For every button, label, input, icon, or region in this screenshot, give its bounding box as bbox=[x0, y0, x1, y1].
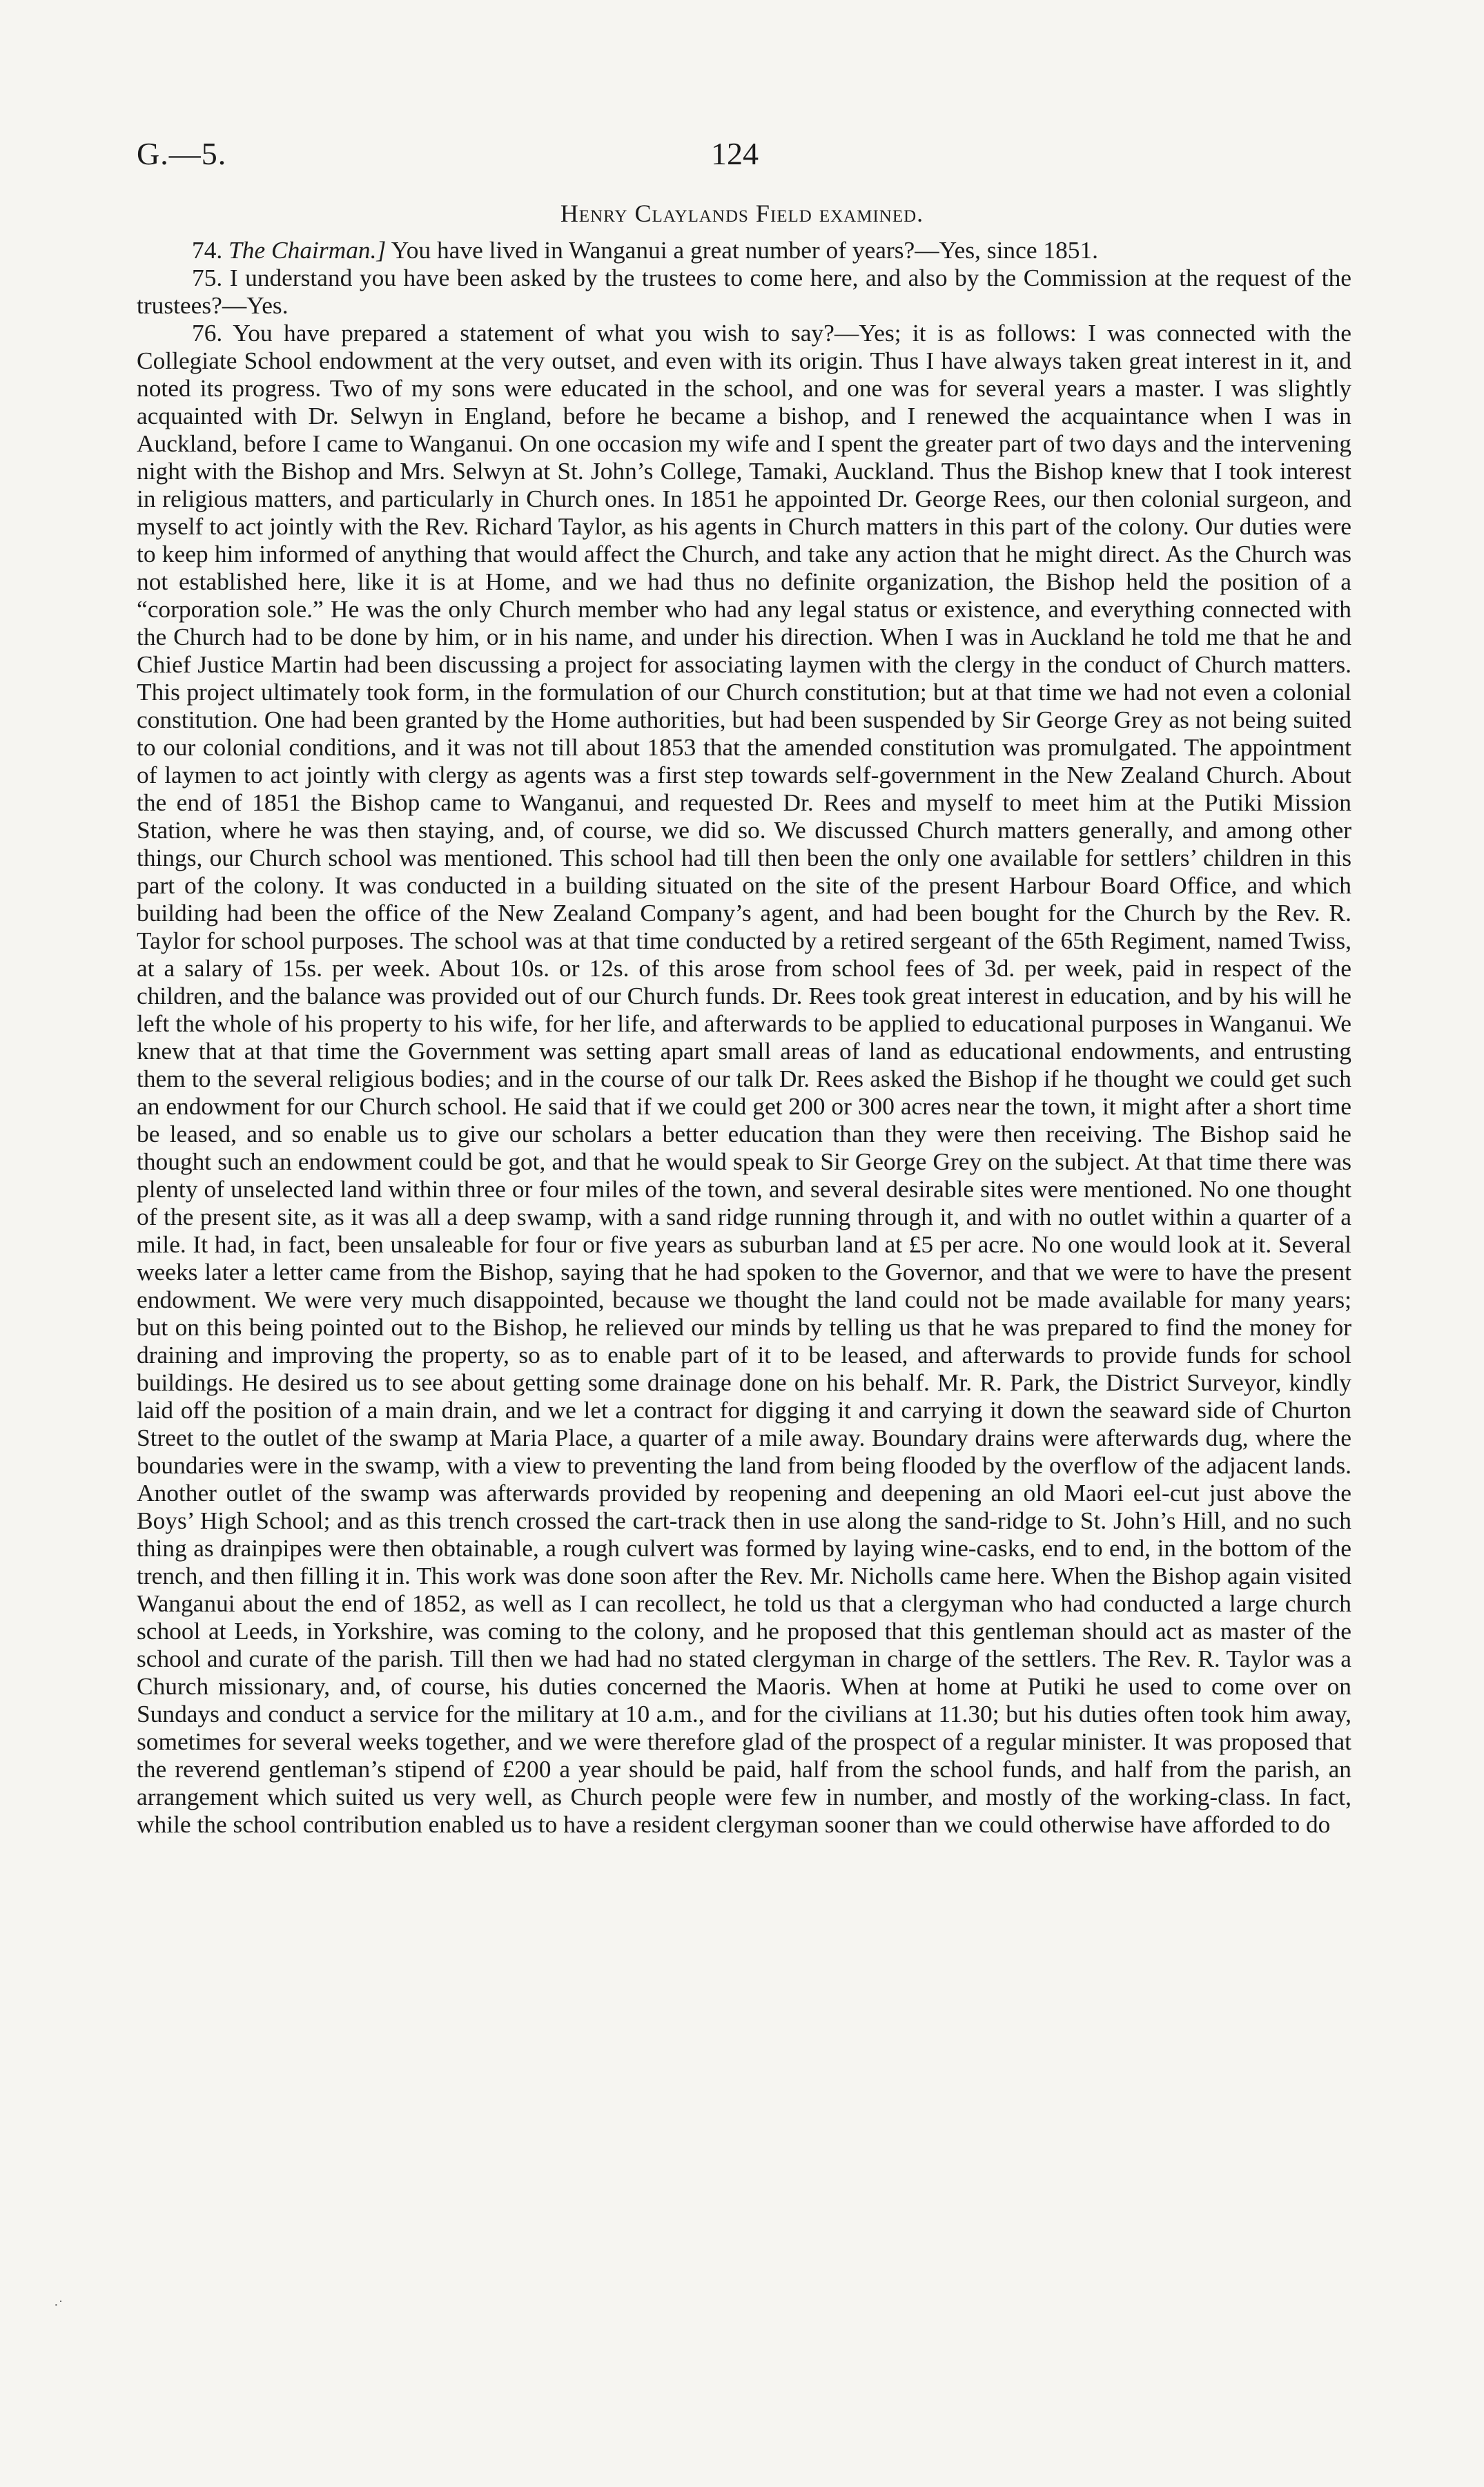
section-heading: Henry Claylands Field examined. bbox=[560, 200, 924, 227]
paragraph-text: I understand you have been asked by the trustees to come here, and also by the Commission at the request of the trustees?—Yes. bbox=[137, 264, 1351, 319]
paragraph-number: 75. bbox=[192, 264, 223, 291]
document-body bbox=[137, 236, 1351, 1838]
paragraph-number: 76. bbox=[192, 319, 223, 347]
page-number: 124 bbox=[711, 136, 759, 171]
stray-mark: ·˙ bbox=[54, 2298, 64, 2313]
document-reference: G.—5. bbox=[137, 136, 227, 171]
paragraph-76 bbox=[137, 319, 1351, 1838]
paragraph-number: 74. bbox=[192, 236, 223, 264]
paragraph-text: You have lived in Wanganui a great number of years?—Yes, since 1851. bbox=[386, 236, 1099, 264]
paragraph-text: You have prepared a statement of what you wish to say?—Yes; it is as follows: I was connected with the Collegiate School endowment at the very outset, and even with its origin. Thus I have always taken great interest in it, and noted its progress. Two of my sons were educated in the school, and one was for several years a master. I was slightly acquainted with Dr. Selwyn in England, before he became a bishop, and I renewed the acquaintance when I was in Auckland, before I came to Wanganui. On one occasion my wife and I spent the greater part of two days and the intervening night with the Bishop and Mrs. Selwyn at St. John’s College, Tamaki, Auckland. Thus the Bishop knew that I took interest in religious matters, and particularly in Church ones. In 1851 he appointed Dr. George Rees, our then colonial surgeon, and myself to act jointly with the Rev. Richard Taylor, as his agents in Church matters in this part of the colony. Our duties were to keep him informed of anything that would affect the Church, and take any action that he might direct. As the Church was not established here, like it is at Home, and we had thus no definite organization, the Bishop held the position of a “corporation sole.” He was the only Church member who had any legal status or existence, and everything connected with the Church had to be done by him, or in his name, and under his direction. When I was in Auckland he told me that he and Chief Justice Martin had been discussing a project for associating laymen with the clergy in the conduct of Church matters. This project ultimately took form, in the formulation of our Church constitution; but at that time we had not even a colonial constitution. One had been granted by the Home authorities, but had been suspended by Sir George Grey as not being suited to our colonial conditions, and it was not till about 1853 that the amended constitution was promulgated. The appointment of laymen to act jointly with clergy as agents was a first step towards self-government in the New Zealand Church. About the end of 1851 the Bishop came to Wanganui, and requested Dr. Rees and myself to meet him at the Putiki Mission Station, where he was then staying, and, of course, we did so. We discussed Church matters generally, and among other things, our Church school was mentioned. This school had till then been the only one available for settlers’ children in this part of the colony. It was conducted in a building situated on the site of the present Harbour Board Office, and which building had been the office of the New Zealand Company’s agent, and had been bought for the Church by the Rev. R. Taylor for school purposes. The school was at that time conducted by a retired sergeant of the 65th Regiment, named Twiss, at a salary of 15s. per week. About 10s. or 12s. of this arose from school fees of 3d. per week, paid in respect of the children, and the balance was provided out of our Church funds. Dr. Rees took great interest in education, and by his will he left the whole of his property to his wife, for her life, and afterwards to be applied to educational purposes in Wanganui. We knew that at that time the Government was setting apart small areas of land as educational endowments, and entrusting them to the several religious bodies; and in the course of our talk Dr. Rees asked the Bishop if he thought we could get such an endowment for our Church school. He said that if we could get 200 or 300 acres near the town, it might after a short time be leased, and so enable us to give our scholars a better education than they were then receiving. The Bishop said he thought such an endowment could be got, and that he would speak to Sir George Grey on the subject. At that time there was plenty of unselected land within three or four miles of the town, and several desirable sites were mentioned. No one thought of the present site, as it was all a deep swamp, with a sand ridge running through it, and with no outlet within a quarter of a mile. It had, in fact, been unsaleable for four or five years as suburban land at £5 per acre. No one would look at it. Several weeks later a letter came from the Bishop, saying that he had spoken to the Governor, and that we were to have the present endowment. We were very much disappointed, because we thought the land could not be made available for many years; but on this being pointed out to the Bishop, he relieved our minds by telling us that he was prepared to find the money for draining and improving the property, so as to enable part of it to be leased, and afterwards to provide funds for school buildings. He desired us to see about getting some drainage done on his behalf. Mr. R. Park, the District Surveyor, kindly laid off the position of a main drain, and we let a contract for digging it and carrying it down the seaward side of Churton Street to the outlet of the swamp at Maria Place, a quarter of a mile away. Boundary drains were afterwards dug, where the boundaries were in the swamp, with a view to preventing the land from being flooded by the overflow of the adjacent lands. Another outlet of the swamp was afterwards provided by reopening and deepening an old Maori eel-cut just above the Boys’ High School; and as this trench crossed the cart-track then in use along the sand-ridge to St. John’s Hill, and no such thing as drainpipes were then obtainable, a rough culvert was formed by laying wine-casks, end to end, in the bottom of the trench, and then filling it in. This work was done soon after the Rev. Mr. Nicholls came here. When the Bishop again visited Wanganui about the end of 1852, as well as I can recollect, he told us that a clergyman who had conducted a large church school at Leeds, in Yorkshire, was coming to the colony, and he proposed that this gentleman should act as master of the school and curate of the parish. Till then we had had no stated clergyman in charge of the settlers. The Rev. R. Taylor was a Church missionary, and, of course, his duties concerned the Maoris. When at home at Putiki he used to come over on Sundays and conduct a service for the military at 10 a.m., and for the civilians at 11.30; but his duties often took him away, sometimes for several weeks together, and we were therefore glad of the prospect of a regular minister. It was proposed that the reverend gentleman’s stipend of £200 a year should be paid, half from the school funds, and half from the parish, an arrangement which suited us very well, as Church people were few in number, and mostly of the working-class. In fact, while the school contribution enabled us to have a resident clergyman sooner than we could otherwise have afforded to do bbox=[137, 319, 1351, 1838]
paragraph-74 bbox=[137, 236, 1351, 264]
paragraph-75 bbox=[137, 264, 1351, 319]
speaker-label: The Chairman.] bbox=[228, 236, 387, 264]
